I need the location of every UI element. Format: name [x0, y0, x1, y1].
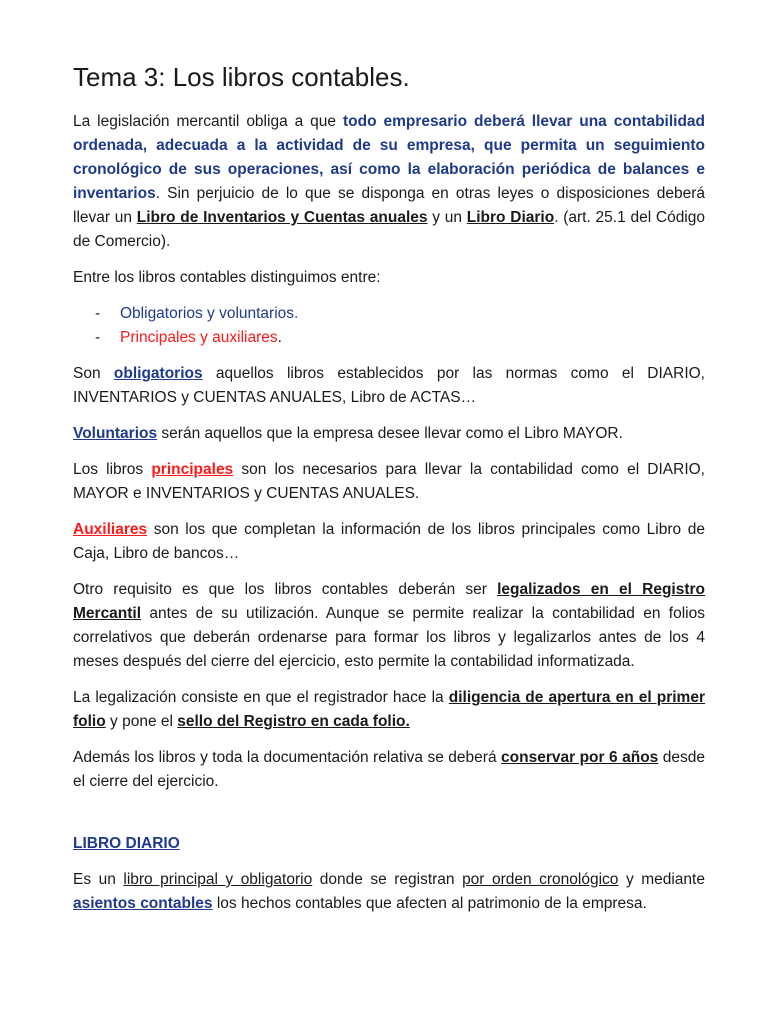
text-run: son los necesarios para llevar la contabilidad como el DIARIO, MAYOR e INVENTARIOS y CUENTAS ANUALES. — [73, 461, 705, 502]
text-run: y mediante — [618, 871, 705, 888]
paragraph-auxiliares — [73, 518, 705, 566]
list-item-period: . — [294, 305, 299, 322]
list-item-period: . — [277, 329, 282, 346]
emphasis-auxiliares: Auxiliares — [73, 521, 148, 538]
emphasis-libro-principal: libro principal y obligatorio — [123, 871, 313, 888]
text-run: antes de su utilización. Aunque se permite realizar la contabilidad en folios correlativos que deberán ordenarse para formar los libros y legalizarlos antes de los 4 meses después del cierre del ejercicio, esto permite la contabilidad informatizada. — [73, 605, 705, 670]
emphasis-libro-inventarios: Libro de Inventarios y Cuentas anuales — [136, 209, 428, 226]
emphasis-voluntarios: Voluntarios — [73, 425, 158, 442]
emphasis-sello: sello del Registro en cada folio. — [177, 713, 410, 730]
text-run: . (art. 25.1 del Código de Comercio). — [73, 209, 705, 250]
text-run: donde se registran — [312, 871, 463, 888]
emphasis-diligencia: diligencia de apertura en el primer folio — [73, 689, 705, 730]
text-run: y pone el — [105, 713, 178, 730]
emphasis-libro-diario: Libro Diario — [466, 209, 555, 226]
document-body — [73, 110, 705, 928]
emphasis-principales: principales — [151, 461, 234, 478]
list-dash: - — [95, 329, 101, 346]
paragraph-legalizacion-requisito — [73, 578, 705, 674]
emphasis-conservar: conservar por 6 años — [501, 749, 659, 766]
text-run: Es un — [73, 871, 124, 888]
paragraph-principales — [73, 458, 705, 506]
emphasis-obligation: todo empresario deberá llevar una contabilidad ordenada, adecuada a la actividad de su empresa, que permita un seguimiento cronológico de sus operaciones, así como la elaboración periódica de balances e inventarios — [73, 113, 706, 202]
paragraph-conservacion — [73, 746, 705, 794]
text-run: . Sin perjuicio de lo que se disponga en otras leyes o disposiciones deberá llevar un — [73, 185, 705, 226]
text-run: La legalización consiste en que el registrador hace la — [73, 689, 449, 706]
text-run: aquellos libros establecidos por las normas como el DIARIO, INVENTARIOS y CUENTAS ANUALES, Libro de ACTAS… — [73, 365, 705, 406]
paragraph-legislacion — [73, 110, 705, 254]
paragraph-legalizacion — [73, 686, 705, 734]
text-run: Los libros — [73, 461, 152, 478]
paragraph-libro-diario — [73, 868, 705, 916]
section-heading: LIBRO DIARIO — [73, 835, 180, 852]
text-run: Son — [73, 365, 114, 382]
text-run: serán aquellos que la empresa desee llevar como el Libro MAYOR. — [157, 425, 623, 442]
text-run: Otro requisito es que los libros contables deberán ser — [73, 581, 498, 598]
emphasis-asientos: asientos contables — [73, 895, 213, 912]
text-run: los hechos contables que afecten al patrimonio de la empresa. — [212, 895, 647, 912]
list-item — [73, 302, 705, 326]
text-run: desde el cierre del ejercicio. — [73, 749, 705, 790]
emphasis-obligatorios: obligatorios — [113, 365, 203, 382]
list-item-text: Principales y auxiliares — [120, 329, 278, 346]
text-run: son los que completan la información de los libros principales como Libro de Caja, Libro de bancos… — [73, 521, 705, 562]
book-types-list — [73, 302, 705, 350]
document-title: Tema 3: Los libros contables. — [73, 62, 410, 92]
text-run: Además los libros y toda la documentación relativa se deberá — [73, 749, 502, 766]
list-item — [73, 326, 705, 350]
text-run: y un — [427, 209, 467, 226]
text-run: La legislación mercantil obliga a que — [73, 113, 343, 130]
paragraph-voluntarios — [73, 422, 705, 446]
paragraph-obligatorios — [73, 362, 705, 410]
emphasis-registro-mercantil: legalizados en el Registro Mercantil — [73, 581, 706, 622]
list-dash: - — [95, 305, 101, 322]
list-item-text: Obligatorios y voluntarios — [120, 305, 295, 322]
paragraph-intro-list: Entre los libros contables distinguimos entre: — [73, 269, 381, 286]
emphasis-orden-cronologico: por orden cronológico — [462, 871, 619, 888]
